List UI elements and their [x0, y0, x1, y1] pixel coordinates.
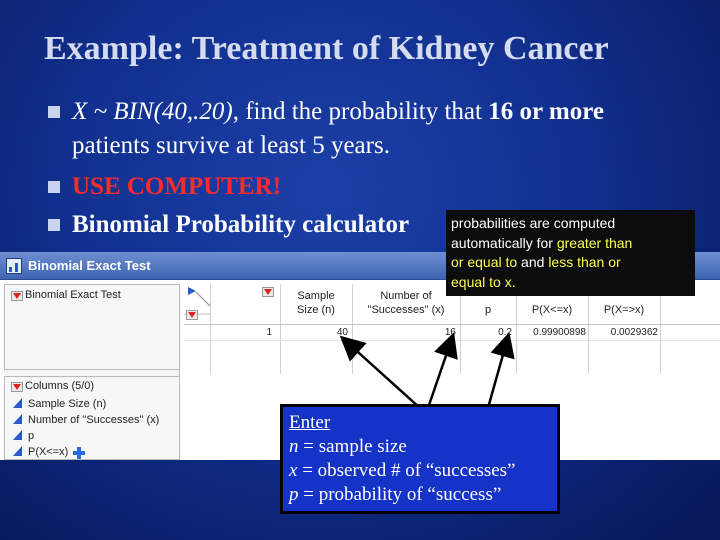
enter-heading: Enter — [289, 412, 331, 433]
column-header-cdf-le[interactable]: P(X<=x) — [531, 304, 573, 316]
bullet-1-bold: 16 or more — [488, 98, 604, 125]
bullet-1-distribution: X ~ BIN(40,.20) — [72, 98, 233, 125]
tip-callout: probabilities are computed automatically for greater than or equal to and less than or equal to x. — [446, 210, 695, 296]
cell-cdf-le[interactable]: 0.99900898 — [533, 327, 586, 338]
cell-cdf-ge[interactable]: 0.0029362 — [610, 327, 658, 338]
bullet-1-text: , find the probability that — [232, 98, 489, 125]
cell-x[interactable]: 16 — [444, 327, 456, 338]
columns-label: Columns (5/0) — [25, 380, 95, 392]
cell-p[interactable]: 0.2 — [498, 327, 512, 338]
column-header-p[interactable]: p — [484, 304, 492, 316]
column-header-cdf-ge[interactable]: P(X=>x) — [603, 304, 645, 316]
bullet-1-line2: patients survive at least 5 years. — [72, 132, 390, 159]
window-title: Binomial Exact Test — [28, 258, 151, 273]
column-item[interactable]: p — [13, 430, 34, 446]
bullet-2: USE COMPUTER! — [72, 173, 282, 200]
column-item[interactable]: Number of "Successes" (x) — [13, 414, 159, 430]
enter-callout: Enter n = sample size x = observed # of “successes” p = probability of “success” — [280, 404, 560, 514]
column-header-n[interactable]: Sample Size (n) — [297, 290, 335, 316]
bullet-3: Binomial Probability calculator — [72, 211, 410, 238]
column-item[interactable]: Sample Size (n) — [13, 398, 106, 414]
cell-n[interactable]: 40 — [336, 327, 348, 338]
row-number[interactable]: 1 — [266, 327, 272, 338]
column-header-x[interactable]: Number of "Successes" (x) — [367, 290, 445, 316]
slide-title: Example: Treatment of Kidney Cancer — [44, 30, 609, 67]
column-item[interactable]: P(X<=x) — [13, 446, 68, 462]
outline-title: Binomial Exact Test — [25, 289, 121, 301]
